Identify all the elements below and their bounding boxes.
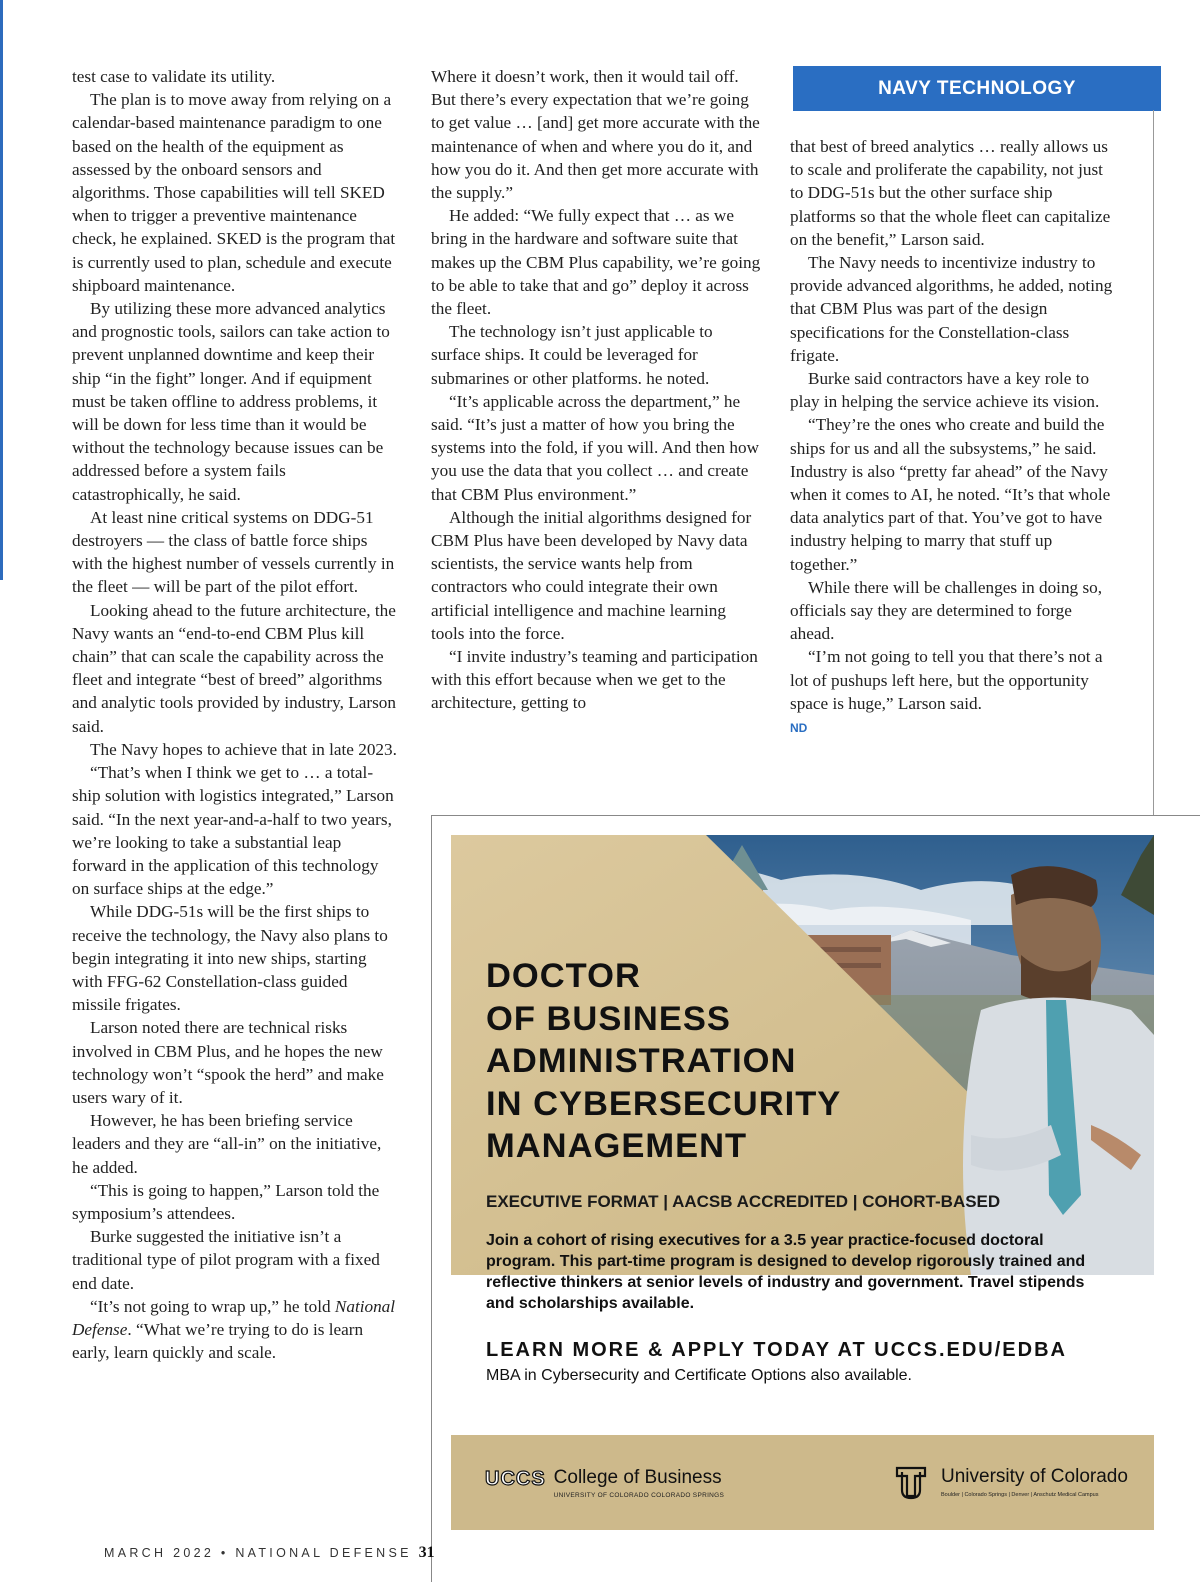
article-paragraph: While there will be challenges in doing so, officials say they are determined to forge ahead. bbox=[790, 577, 1103, 644]
article-column-2 bbox=[431, 65, 761, 715]
quote-text: “It’s not going to wrap up,” he told bbox=[90, 1296, 331, 1316]
article-paragraph: The plan is to move away from relying on a calendar-based maintenance paradigm to one based on the health of the equipment as assessed by the onboard sensors and algorithms. Those capabilities will tell SKED when to trigger a preventive maintenance check, he explained. SKED is the program that is currently used to plan, schedule and execute shipboard maintenance. bbox=[72, 90, 396, 295]
ad-subhead: EXECUTIVE FORMAT | AACSB ACCREDITED | COHORT-BASED bbox=[486, 1192, 1001, 1211]
page-footer bbox=[104, 1544, 435, 1562]
uccs-logo[interactable] bbox=[485, 1468, 724, 1499]
article-paragraph: Looking ahead to the future architecture, the Navy wants an “end-to-end CBM Plus kill chain” that can scale the capability across the fleet and integrate “best of breed” algorithms and analytic tools provided by industry, Larson said. bbox=[72, 600, 396, 736]
ad-frame-top bbox=[431, 815, 1200, 816]
article-paragraph bbox=[72, 1295, 398, 1365]
article-paragraph: At least nine critical systems on DDG-51 destroyers — the class of battle force ships with the highest number of vessels currently in the fleet — will be part of the pilot effort. bbox=[72, 507, 395, 597]
ad-headline-line: DOCTOR bbox=[486, 957, 641, 995]
article-paragraph: test case to validate its utility. bbox=[72, 67, 276, 86]
ad-headline-line: OF BUSINESS bbox=[486, 999, 731, 1038]
university-name: University of Colorado bbox=[941, 1465, 1128, 1487]
article-paragraph: However, he has been briefing service leaders and they are “all-in” on the initiative, he added. bbox=[72, 1111, 382, 1177]
column-rule bbox=[1153, 110, 1154, 816]
page-edge-bar bbox=[0, 0, 3, 580]
article-column-3 bbox=[790, 135, 1120, 740]
advertisement[interactable] bbox=[451, 835, 1154, 1530]
article-paragraph: Where it doesn’t work, then it would tail off. But there’s every expectation that we’re going to get value … [and] get more accurate with the maintenance of when and where you do it, and how you do it. And then get more accurate with the supply.” bbox=[431, 67, 760, 203]
ad-headline-line: IN CYBERSECURITY bbox=[486, 1084, 842, 1123]
article-paragraph: By utilizing these more advanced analytics and prognostic tools, sailors can take action to prevent unplanned downtime and keep their ship “in the fight” longer. And if equipment must be taken offline to address problems, it will be down for less time than it would be without the technology because issues can be addressed before a system fails catastrophically, he said. bbox=[72, 299, 390, 504]
article-paragraph: “They’re the ones who create and build the ships for us and all the subsystems,” he said. Industry is also “pretty far ahead” of the Navy when it comes to AI, he noted. “It’s that whole data analytics part of that. You’ve got to have industry helping to marry that stuff up together.” bbox=[790, 415, 1111, 574]
end-mark: ND bbox=[790, 721, 808, 736]
article-paragraph: Burke said contractors have a key role to play in helping the service achieve its vision. bbox=[790, 369, 1100, 412]
article-paragraph: “That’s when I think we get to … a total-ship solution with logistics integrated,” Larson said. “In the next year-and-a-half to two years, we’re looking to take a substantial leap forward in the application of this technology on surface ships at the edge.” bbox=[72, 763, 394, 899]
article-paragraph: The Navy hopes to achieve that in late 2023. bbox=[90, 739, 397, 759]
uccs-wordmark: UCCS bbox=[485, 1468, 546, 1490]
section-tag: NAVY TECHNOLOGY bbox=[793, 66, 1161, 111]
article-paragraph: that best of breed analytics … really allows us to scale and proliferate the capability, not just to DDG-51s but the other surface ship platforms so that the whole fleet can capitalize on the benefit,” Larson said. bbox=[790, 137, 1111, 249]
article-paragraph: Although the initial algorithms designed for CBM Plus have been developed by Navy data scientists, the service wants help from contractors who could integrate their own artificial intelligence and machine learning tools into the force. bbox=[431, 507, 752, 643]
page-number: 31 bbox=[418, 1544, 435, 1561]
ad-frame-left bbox=[431, 815, 432, 1582]
cu-emblem-icon bbox=[891, 1462, 931, 1502]
ad-headline-line: MANAGEMENT bbox=[486, 1127, 748, 1165]
cu-logo[interactable] bbox=[891, 1462, 1128, 1502]
article-paragraph: “I’m not going to tell you that there’s not a lot of pushups left here, but the opportunity space is huge,” Larson said. bbox=[790, 647, 1103, 713]
university-subtitle: UNIVERSITY OF COLORADO COLORADO SPRINGS bbox=[553, 1492, 725, 1499]
article-paragraph: Larson noted there are technical risks involved in CBM Plus, and he hopes the new technology won’t “spook the herd” and make users wary of it. bbox=[72, 1018, 384, 1107]
publication-name: National Defense bbox=[72, 1296, 396, 1339]
article-paragraph: “It’s applicable across the department,” he said. “It’s just a matter of how you bring the systems into the fold, if you will. And then how you use the data that you collect … and create that CBM Plus environment.” bbox=[431, 391, 759, 504]
ad-headline bbox=[486, 955, 841, 1168]
ad-headline-line: ADMINISTRATION bbox=[486, 1042, 797, 1080]
college-name: College of Business bbox=[553, 1467, 722, 1488]
folio-text: MARCH 2022 • NATIONAL DEFENSE bbox=[104, 1546, 412, 1560]
article-column-1 bbox=[72, 65, 398, 1364]
quote-text: . “What we’re trying to do is learn early, learn quickly and scale. bbox=[72, 1319, 364, 1363]
article-paragraph: He added: “We fully expect that … as we bring in the hardware and software suite that makes up the CBM Plus capability, we’re going to be able to take that and go” deploy it across the fleet. bbox=[431, 206, 761, 319]
article-paragraph: “This is going to happen,” Larson told the symposium’s attendees. bbox=[72, 1180, 380, 1223]
campus-list: Boulder | Colorado Springs | Denver | Anschutz Medical Campus bbox=[941, 1491, 1099, 1498]
article-paragraph: “I invite industry’s teaming and participation with this effort because when we get to the architecture, getting to bbox=[431, 647, 758, 713]
ad-logo-bar bbox=[451, 1435, 1154, 1530]
article-paragraph: The technology isn’t just applicable to surface ships. It could be leveraged for submarines or other platforms. he noted. bbox=[431, 322, 713, 388]
article-paragraph: The Navy needs to incentivize industry to provide advanced algorithms, he added, noting that CBM Plus was part of the design specifications for the Constellation-class frigate. bbox=[790, 253, 1113, 365]
article-paragraph: Burke suggested the initiative isn’t a traditional type of pilot program with a fixed end date. bbox=[72, 1227, 380, 1293]
ad-note: MBA in Cybersecurity and Certificate Options also available. bbox=[486, 1367, 912, 1384]
ad-body-text: Join a cohort of rising executives for a 3.5 year practice-focused doctoral program. This part-time program is designed to develop rigorously trained and reflective thinkers at senior levels of industry and government. Travel stipends and scholarships available. bbox=[486, 1232, 1086, 1312]
ad-call-to-action[interactable]: LEARN MORE & APPLY TODAY AT UCCS.EDU/EDBA bbox=[486, 1339, 1067, 1361]
article-paragraph: While DDG-51s will be the first ships to receive the technology, the Navy also plans to begin integrating it into new ships, starting with FFG-62 Constellation-class guided missile frigates. bbox=[72, 902, 388, 1015]
